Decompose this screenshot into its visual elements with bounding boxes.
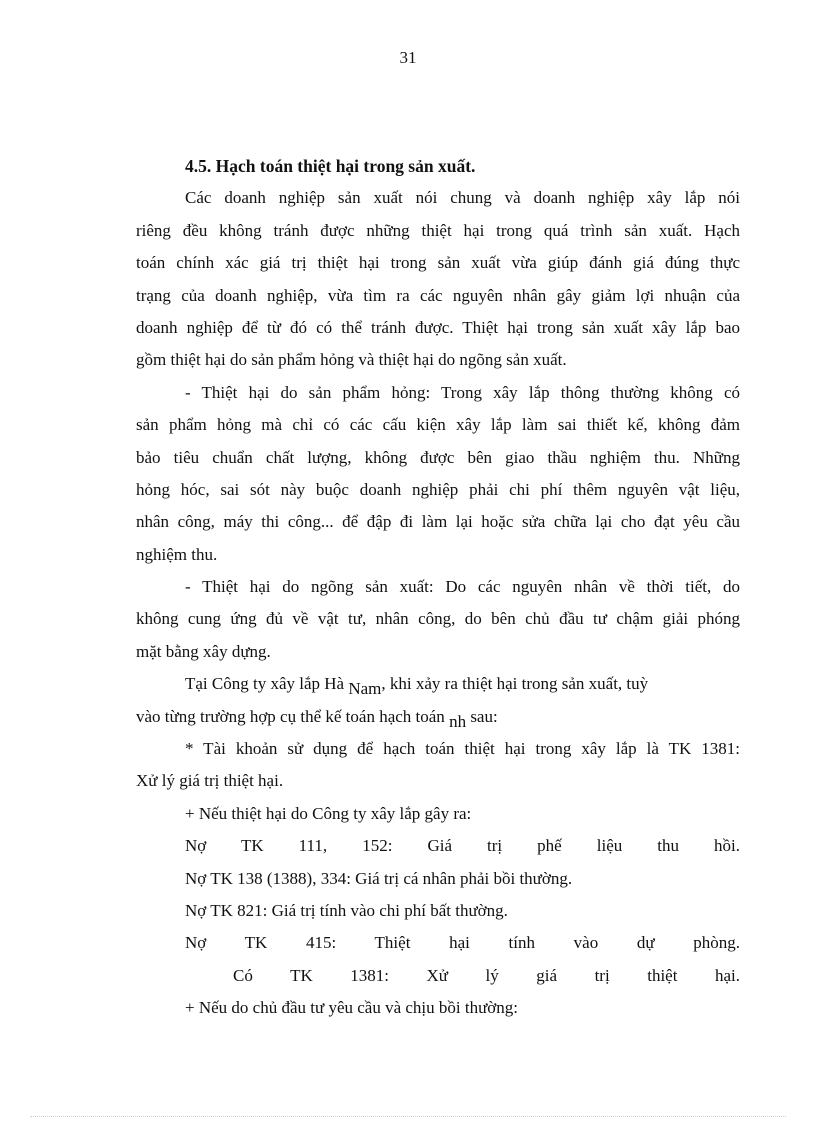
paragraph-company-practice	[136, 668, 740, 733]
text-line: Các doanh nghiệp sản xuất nói chung và doanh nghiệp xây lắp nói	[185, 188, 740, 208]
text-fragment: sau:	[466, 706, 498, 726]
text-line: - Thiệt hại do sản phẩm hỏng: Trong xây lắp thông thường không có	[185, 382, 740, 402]
entry-line: Nợ TK 415: Thiệt hại tính vào dự phòng.	[185, 933, 740, 953]
text-line: trạng của doanh nghiệp, vừa tìm ra các nguyên nhân gây giảm lợi nhuận của	[136, 285, 740, 305]
paragraph-production-stoppage	[136, 571, 740, 668]
text-line: nghiệm thu.	[136, 544, 218, 564]
text-line: doanh nghiệp để từ đó có thể tránh được. Thiệt hại trong sản xuất xây lắp bao	[136, 317, 740, 337]
entry-line: Nợ TK 821: Giá trị tính vào chi phí bất thường.	[185, 900, 508, 920]
text-line: riêng đều không tránh được những thiệt hại trong quá trình sản xuất. Hạch	[136, 220, 740, 240]
footer-divider	[30, 1116, 786, 1117]
paragraph-intro	[136, 182, 740, 376]
text-line	[136, 668, 740, 700]
entry-line: + Nếu thiệt hại do Công ty xây lắp gây ra:	[185, 803, 472, 823]
text-fragment: nh	[449, 711, 467, 731]
paragraph-damaged-products	[136, 377, 740, 571]
text-line: nhân công, máy thi công... để đập đi làm lại hoặc sửa chữa lại cho đạt yêu cầu	[136, 512, 740, 532]
text-line: Xử lý giá trị thiệt hại.	[136, 771, 284, 791]
text-line: * Tài khoản sử dụng để hạch toán thiệt hại trong xây lắp là TK 1381:	[185, 739, 740, 759]
text-line: bảo tiêu chuẩn chất lượng, không được bên giao thầu nghiệm thu. Những	[136, 447, 740, 467]
entry-line: Nợ TK 138 (1388), 334: Giá trị cá nhân phải bồi thường.	[185, 868, 573, 888]
text-fragment: Tại Công ty xây lắp Hà	[185, 674, 349, 694]
text-line: - Thiệt hại do ngõng sản xuất: Do các nguyên nhân về thời tiết, do	[185, 577, 740, 597]
text-fragment: , khi xảy ra thiệt hại trong sản xuất, tuỳ	[381, 674, 649, 694]
text-line: mặt bằng xây dựng.	[136, 641, 271, 661]
accounting-entries	[136, 798, 740, 1025]
text-fragment: vào từng trường hợp cụ thể kế toán hạch toán	[136, 706, 450, 726]
section-heading: 4.5. Hạch toán thiệt hại trong sản xuất.	[185, 156, 476, 176]
text-line: sản phẩm hỏng mà chỉ có các cấu kiện xây lắp làm sai thiết kế, không đảm	[136, 415, 740, 435]
text-line: gồm thiệt hại do sản phẩm hỏng và thiệt hại do ngõng sản xuất.	[136, 350, 567, 370]
text-line: toán chính xác giá trị thiệt hại trong sản xuất vừa giúp đánh giá đúng thực	[136, 253, 740, 273]
entry-line: Có TK 1381: Xử lý giá trị thiệt hại.	[233, 965, 740, 985]
text-fragment: Nam	[348, 679, 382, 699]
text-line	[136, 701, 740, 733]
document-body	[136, 150, 740, 1025]
entry-line: + Nếu do chủ đầu tư yêu cầu và chịu bồi thường:	[185, 998, 519, 1018]
paragraph-account	[136, 733, 740, 798]
entry-line: Nợ TK 111, 152: Giá trị phế liệu thu hồi.	[185, 836, 740, 856]
text-line: không cung ứng đủ về vật tư, nhân công, do bên chủ đầu tư chậm giải phóng	[136, 609, 740, 629]
page-number: 31	[399, 48, 417, 67]
text-line: hỏng hóc, sai sót này buộc doanh nghiệp phải chi phí thêm nguyên vật liệu,	[136, 479, 740, 499]
